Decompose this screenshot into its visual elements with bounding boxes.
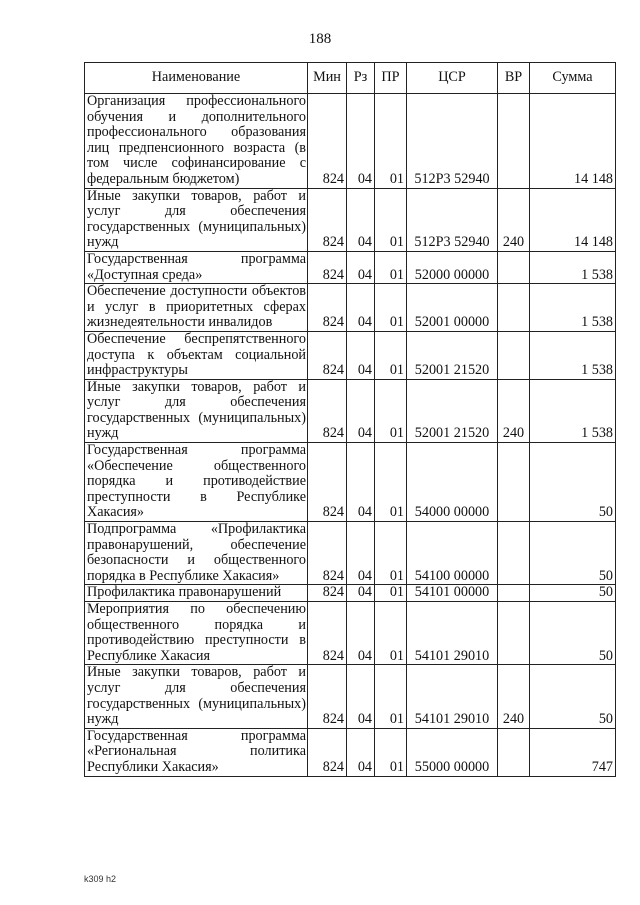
- cell-rz: 04: [347, 379, 375, 442]
- cell-min: 824: [308, 522, 347, 585]
- header-rz: Рз: [347, 63, 375, 94]
- cell-pr: 01: [375, 443, 407, 522]
- cell-sum: 50: [530, 585, 616, 602]
- table-header-row: [85, 63, 616, 94]
- cell-vr: 240: [498, 379, 530, 442]
- header-pr: ПР: [375, 63, 407, 94]
- cell-sum: 747: [530, 728, 616, 776]
- header-min: Мин: [308, 63, 347, 94]
- cell-pr: 01: [375, 94, 407, 189]
- cell-vr: [498, 443, 530, 522]
- cell-min: 824: [308, 585, 347, 602]
- cell-vr: [498, 331, 530, 379]
- cell-min: 824: [308, 728, 347, 776]
- cell-sum: 1 538: [530, 331, 616, 379]
- cell-rz: 04: [347, 331, 375, 379]
- cell-vr: [498, 602, 530, 665]
- cell-min: 824: [308, 602, 347, 665]
- cell-sum: 50: [530, 522, 616, 585]
- cell-sum: 1 538: [530, 284, 616, 332]
- header-vr: ВР: [498, 63, 530, 94]
- cell-vr: [498, 94, 530, 189]
- cell-vr: [498, 284, 530, 332]
- cell-vr: 240: [498, 188, 530, 251]
- cell-name: Мероприятия по обеспечению общественного порядка и противодействию преступности в Республике Хакасия: [85, 602, 308, 665]
- cell-rz: 04: [347, 94, 375, 189]
- cell-name: Иные закупки товаров, работ и услуг для обеспечения государственных (муниципальных) нужд: [85, 379, 308, 442]
- budget-table: [84, 62, 616, 777]
- cell-min: 824: [308, 251, 347, 283]
- cell-min: 824: [308, 94, 347, 189]
- table-row: [85, 379, 616, 442]
- cell-csr: 52001 21520: [407, 379, 498, 442]
- cell-pr: 01: [375, 585, 407, 602]
- cell-sum: 50: [530, 443, 616, 522]
- table-row: [85, 251, 616, 283]
- cell-sum: 14 148: [530, 188, 616, 251]
- cell-min: 824: [308, 188, 347, 251]
- cell-rz: 04: [347, 251, 375, 283]
- cell-pr: 01: [375, 284, 407, 332]
- cell-min: 824: [308, 284, 347, 332]
- cell-name: Государственная программа «Доступная среда»: [85, 251, 308, 283]
- cell-name: Профилактика правонарушений: [85, 585, 308, 602]
- cell-pr: 01: [375, 188, 407, 251]
- table-body: [85, 94, 616, 777]
- cell-pr: 01: [375, 379, 407, 442]
- table-row: [85, 188, 616, 251]
- cell-pr: 01: [375, 251, 407, 283]
- header-csr: ЦСР: [407, 63, 498, 94]
- table-row: [85, 665, 616, 728]
- table-row: [85, 585, 616, 602]
- cell-pr: 01: [375, 331, 407, 379]
- page-number: 188: [308, 31, 332, 47]
- footer-code: k309 h2: [84, 874, 117, 884]
- cell-pr: 01: [375, 665, 407, 728]
- cell-pr: 01: [375, 522, 407, 585]
- cell-vr: [498, 522, 530, 585]
- cell-csr: 54100 00000: [407, 522, 498, 585]
- cell-csr: 52001 21520: [407, 331, 498, 379]
- header-name: Наименование: [85, 63, 308, 94]
- cell-csr: 55000 00000: [407, 728, 498, 776]
- cell-min: 824: [308, 443, 347, 522]
- header-sum: Сумма: [530, 63, 616, 94]
- cell-rz: 04: [347, 602, 375, 665]
- table-row: [85, 94, 616, 189]
- cell-vr: [498, 251, 530, 283]
- cell-name: Иные закупки товаров, работ и услуг для обеспечения государственных (муниципальных) нужд: [85, 188, 308, 251]
- cell-csr: 512P3 52940: [407, 94, 498, 189]
- cell-name: Обеспечение доступности объектов и услуг в приоритетных сферах жизнедеятельности инвалидов: [85, 284, 308, 332]
- cell-csr: 52000 00000: [407, 251, 498, 283]
- cell-sum: 1 538: [530, 251, 616, 283]
- table-row: [85, 602, 616, 665]
- cell-csr: 512P3 52940: [407, 188, 498, 251]
- table-row: [85, 443, 616, 522]
- cell-name: Организация профессионального обучения и дополнительного профессионального образования лиц предпенсионного возраста (в том числе софинансирование с федеральным бюджетом): [85, 94, 308, 189]
- cell-rz: 04: [347, 188, 375, 251]
- cell-rz: 04: [347, 585, 375, 602]
- table-row: [85, 522, 616, 585]
- cell-pr: 01: [375, 602, 407, 665]
- table-row: [85, 728, 616, 776]
- cell-csr: 52001 00000: [407, 284, 498, 332]
- cell-name: Обеспечение беспрепятственного доступа к объектам социальной инфраструктуры: [85, 331, 308, 379]
- cell-sum: 50: [530, 602, 616, 665]
- cell-min: 824: [308, 379, 347, 442]
- table-row: [85, 284, 616, 332]
- cell-name: Иные закупки товаров, работ и услуг для обеспечения государственных (муниципальных) нужд: [85, 665, 308, 728]
- cell-rz: 04: [347, 728, 375, 776]
- cell-csr: 54101 29010: [407, 665, 498, 728]
- cell-min: 824: [308, 665, 347, 728]
- cell-rz: 04: [347, 665, 375, 728]
- cell-sum: 1 538: [530, 379, 616, 442]
- cell-name: Государственная программа «Региональная политика Республики Хакасия»: [85, 728, 308, 776]
- cell-rz: 04: [347, 522, 375, 585]
- cell-min: 824: [308, 331, 347, 379]
- cell-pr: 01: [375, 728, 407, 776]
- cell-name: Подпрограмма «Профилактика правонарушений, обеспечение безопасности и общественного порядка в Республике Хакасия»: [85, 522, 308, 585]
- cell-vr: [498, 585, 530, 602]
- cell-csr: 54101 29010: [407, 602, 498, 665]
- cell-vr: 240: [498, 665, 530, 728]
- cell-vr: [498, 728, 530, 776]
- cell-rz: 04: [347, 284, 375, 332]
- table-row: [85, 331, 616, 379]
- cell-sum: 50: [530, 665, 616, 728]
- cell-sum: 14 148: [530, 94, 616, 189]
- cell-csr: 54101 00000: [407, 585, 498, 602]
- cell-csr: 54000 00000: [407, 443, 498, 522]
- cell-name: Государственная программа «Обеспечение общественного порядка и противодействие преступности в Республике Хакасия»: [85, 443, 308, 522]
- cell-rz: 04: [347, 443, 375, 522]
